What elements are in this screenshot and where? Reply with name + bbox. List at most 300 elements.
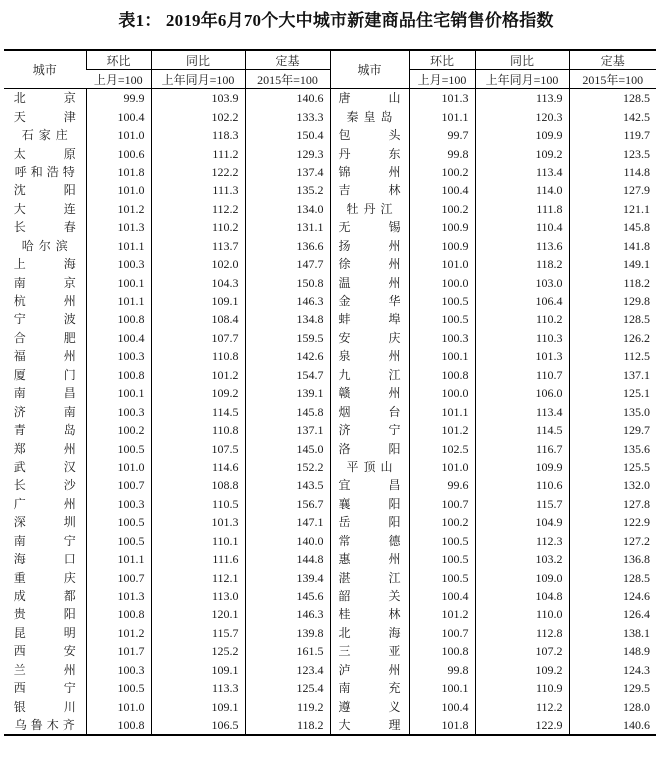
- city-name: 常德: [338, 533, 401, 548]
- city-cell-left: [4, 661, 86, 679]
- hb-value-right: 100.5: [409, 568, 475, 586]
- tb-value-left: 106.5: [151, 716, 245, 735]
- hb-value-left: 101.1: [86, 550, 151, 568]
- tb-value-left: 111.6: [151, 550, 245, 568]
- city-name: 金华: [338, 294, 401, 309]
- city-cell-right: [330, 458, 409, 476]
- dj-value-right: 128.0: [569, 697, 656, 715]
- city-name: 呼和浩特: [14, 164, 75, 179]
- dj-value-right: 135.0: [569, 402, 656, 420]
- city-cell-left: [4, 495, 86, 513]
- table-row: [4, 144, 656, 162]
- hb-value-right: 101.2: [409, 605, 475, 623]
- city-name: 杭州: [13, 294, 76, 309]
- city-cell-left: [4, 163, 86, 181]
- city-cell-left: [4, 292, 86, 310]
- dj-value-left: 139.8: [245, 624, 330, 642]
- hb-value-left: 100.1: [86, 384, 151, 402]
- city-name: 襄阳: [338, 496, 401, 511]
- dj-value-left: 140.6: [245, 89, 330, 108]
- table-row: [4, 716, 656, 735]
- city-name: 惠州: [338, 552, 401, 567]
- city-name: 徐州: [338, 257, 401, 272]
- dj-value-right: 126.4: [569, 605, 656, 623]
- dj-value-left: 135.2: [245, 181, 330, 199]
- table-header: [4, 50, 656, 89]
- tb-value-right: 103.2: [475, 550, 569, 568]
- dj-value-left: 142.6: [245, 347, 330, 365]
- city-name: 三亚: [338, 644, 401, 659]
- city-cell-left: [4, 605, 86, 623]
- tb-value-left: 111.2: [151, 144, 245, 162]
- city-name: 北海: [338, 625, 401, 640]
- city-name: 西宁: [13, 681, 76, 696]
- city-cell-right: [330, 421, 409, 439]
- city-cell-left: [4, 107, 86, 125]
- tb-value-right: 112.3: [475, 532, 569, 550]
- city-name: 北京: [13, 91, 76, 106]
- city-name: 九江: [338, 367, 401, 382]
- header-tb-base-left: 上年同月=100: [151, 70, 245, 89]
- dj-value-left: 145.8: [245, 402, 330, 420]
- city-cell-left: [4, 366, 86, 384]
- hb-value-right: 100.0: [409, 384, 475, 402]
- city-name: 韶关: [338, 589, 401, 604]
- city-name: 南宁: [13, 533, 76, 548]
- table-row: [4, 421, 656, 439]
- hb-value-right: 99.8: [409, 144, 475, 162]
- city-name: 南昌: [13, 386, 76, 401]
- tb-value-left: 109.1: [151, 697, 245, 715]
- hb-value-left: 100.5: [86, 439, 151, 457]
- table-row: [4, 624, 656, 642]
- dj-value-right: 112.5: [569, 347, 656, 365]
- hb-value-left: 100.3: [86, 495, 151, 513]
- dj-value-right: 129.7: [569, 421, 656, 439]
- dj-value-right: 127.2: [569, 532, 656, 550]
- tb-value-right: 106.4: [475, 292, 569, 310]
- city-name: 牡丹江: [346, 201, 393, 216]
- header-hb-right: 环比: [409, 50, 475, 70]
- table-row: [4, 550, 656, 568]
- dj-value-left: 134.0: [245, 200, 330, 218]
- hb-value-left: 100.7: [86, 476, 151, 494]
- city-name: 昆明: [13, 625, 76, 640]
- tb-value-left: 107.5: [151, 439, 245, 457]
- tb-value-right: 112.8: [475, 624, 569, 642]
- table-row: [4, 495, 656, 513]
- city-cell-right: [330, 218, 409, 236]
- tb-value-right: 110.4: [475, 218, 569, 236]
- hb-value-right: 100.9: [409, 218, 475, 236]
- city-name: 大理: [338, 718, 401, 733]
- tb-value-left: 102.2: [151, 107, 245, 125]
- hb-value-left: 101.1: [86, 237, 151, 255]
- hb-value-left: 100.1: [86, 273, 151, 291]
- city-cell-right: [330, 642, 409, 660]
- hb-value-left: 100.8: [86, 716, 151, 735]
- dj-value-right: 118.2: [569, 273, 656, 291]
- city-cell-right: [330, 532, 409, 550]
- dj-value-left: 145.0: [245, 439, 330, 457]
- city-name: 洛阳: [338, 441, 401, 456]
- tb-value-left: 108.4: [151, 310, 245, 328]
- price-index-table: [4, 49, 656, 736]
- city-name: 平顶山: [346, 459, 393, 474]
- hb-value-left: 100.3: [86, 255, 151, 273]
- city-name: 济宁: [338, 423, 401, 438]
- city-cell-right: [330, 587, 409, 605]
- tb-value-left: 109.1: [151, 661, 245, 679]
- dj-value-left: 131.1: [245, 218, 330, 236]
- table-row: [4, 568, 656, 586]
- tb-value-right: 110.6: [475, 476, 569, 494]
- tb-value-right: 114.5: [475, 421, 569, 439]
- hb-value-right: 100.1: [409, 347, 475, 365]
- tb-value-left: 111.3: [151, 181, 245, 199]
- tb-value-right: 113.4: [475, 402, 569, 420]
- city-cell-left: [4, 568, 86, 586]
- dj-value-right: 129.5: [569, 679, 656, 697]
- hb-value-right: 99.6: [409, 476, 475, 494]
- header-city-right: 城市: [330, 50, 409, 89]
- hb-value-right: 100.1: [409, 679, 475, 697]
- hb-value-right: 100.3: [409, 329, 475, 347]
- table-row: [4, 402, 656, 420]
- hb-value-right: 100.8: [409, 366, 475, 384]
- hb-value-left: 100.7: [86, 568, 151, 586]
- city-cell-right: [330, 661, 409, 679]
- dj-value-right: 141.8: [569, 237, 656, 255]
- hb-value-left: 101.1: [86, 292, 151, 310]
- tb-value-right: 110.0: [475, 605, 569, 623]
- city-name: 包头: [338, 128, 401, 143]
- city-cell-right: [330, 200, 409, 218]
- city-name: 天津: [13, 109, 76, 124]
- tb-value-right: 104.9: [475, 513, 569, 531]
- dj-value-left: 139.1: [245, 384, 330, 402]
- dj-value-right: 145.8: [569, 218, 656, 236]
- city-cell-left: [4, 513, 86, 531]
- tb-value-right: 113.9: [475, 89, 569, 108]
- city-name: 太原: [13, 146, 76, 161]
- city-cell-right: [330, 402, 409, 420]
- table-row: [4, 384, 656, 402]
- hb-value-left: 100.8: [86, 366, 151, 384]
- header-city-left: 城市: [4, 50, 86, 89]
- dj-value-left: 161.5: [245, 642, 330, 660]
- city-cell-right: [330, 697, 409, 715]
- city-cell-right: [330, 273, 409, 291]
- dj-value-left: 143.5: [245, 476, 330, 494]
- hb-value-left: 101.0: [86, 697, 151, 715]
- city-name: 长沙: [13, 478, 76, 493]
- table-row: [4, 366, 656, 384]
- city-name: 泉州: [338, 349, 401, 364]
- city-name: 石家庄: [21, 128, 68, 143]
- dj-value-left: 118.2: [245, 716, 330, 735]
- dj-value-right: 123.5: [569, 144, 656, 162]
- city-cell-left: [4, 200, 86, 218]
- tb-value-left: 104.3: [151, 273, 245, 291]
- city-name: 青岛: [13, 423, 76, 438]
- tb-value-left: 113.7: [151, 237, 245, 255]
- city-name: 厦门: [13, 367, 76, 382]
- hb-value-left: 100.4: [86, 329, 151, 347]
- city-cell-right: [330, 237, 409, 255]
- dj-value-right: 128.5: [569, 310, 656, 328]
- table-row: [4, 661, 656, 679]
- city-cell-left: [4, 532, 86, 550]
- tb-value-left: 101.2: [151, 366, 245, 384]
- city-name: 温州: [338, 275, 401, 290]
- city-name: 兰州: [13, 662, 76, 677]
- city-cell-right: [330, 255, 409, 273]
- tb-value-left: 107.7: [151, 329, 245, 347]
- city-cell-left: [4, 476, 86, 494]
- table-row: [4, 347, 656, 365]
- hb-value-right: 100.5: [409, 310, 475, 328]
- dj-value-right: 124.3: [569, 661, 656, 679]
- city-name: 福州: [13, 349, 76, 364]
- city-cell-left: [4, 89, 86, 108]
- dj-value-right: 136.8: [569, 550, 656, 568]
- city-name: 济南: [13, 404, 76, 419]
- tb-value-right: 109.9: [475, 458, 569, 476]
- dj-value-right: 132.0: [569, 476, 656, 494]
- table-row: [4, 587, 656, 605]
- dj-value-left: 145.6: [245, 587, 330, 605]
- tb-value-right: 110.9: [475, 679, 569, 697]
- hb-value-right: 101.3: [409, 89, 475, 108]
- city-cell-left: [4, 624, 86, 642]
- city-cell-left: [4, 421, 86, 439]
- tb-value-right: 116.7: [475, 439, 569, 457]
- dj-value-right: 119.7: [569, 126, 656, 144]
- city-cell-left: [4, 550, 86, 568]
- city-cell-right: [330, 568, 409, 586]
- table-row: [4, 476, 656, 494]
- city-cell-left: [4, 310, 86, 328]
- dj-value-left: 134.8: [245, 310, 330, 328]
- hb-value-left: 101.3: [86, 218, 151, 236]
- hb-value-left: 101.7: [86, 642, 151, 660]
- hb-value-right: 100.5: [409, 292, 475, 310]
- city-cell-left: [4, 347, 86, 365]
- tb-value-right: 103.0: [475, 273, 569, 291]
- dj-value-right: 127.9: [569, 181, 656, 199]
- tb-value-left: 103.9: [151, 89, 245, 108]
- city-cell-right: [330, 495, 409, 513]
- dj-value-left: 129.3: [245, 144, 330, 162]
- dj-value-left: 137.1: [245, 421, 330, 439]
- hb-value-right: 101.2: [409, 421, 475, 439]
- header-tb-base-right: 上年同月=100: [475, 70, 569, 89]
- hb-value-left: 100.5: [86, 679, 151, 697]
- hb-value-left: 101.2: [86, 200, 151, 218]
- hb-value-right: 100.4: [409, 587, 475, 605]
- dj-value-right: 149.1: [569, 255, 656, 273]
- city-cell-left: [4, 144, 86, 162]
- hb-value-right: 100.2: [409, 513, 475, 531]
- tb-value-left: 118.3: [151, 126, 245, 144]
- city-cell-right: [330, 181, 409, 199]
- city-name: 乌鲁木齐: [14, 718, 75, 733]
- dj-value-right: 137.1: [569, 366, 656, 384]
- dj-value-right: 124.6: [569, 587, 656, 605]
- tb-value-left: 110.5: [151, 495, 245, 513]
- tb-value-right: 120.3: [475, 107, 569, 125]
- hb-value-right: 101.1: [409, 107, 475, 125]
- city-cell-left: [4, 402, 86, 420]
- tb-value-right: 113.4: [475, 163, 569, 181]
- city-cell-right: [330, 107, 409, 125]
- tb-value-left: 113.3: [151, 679, 245, 697]
- hb-value-left: 100.4: [86, 107, 151, 125]
- hb-value-left: 101.8: [86, 163, 151, 181]
- table-row: [4, 642, 656, 660]
- city-cell-left: [4, 181, 86, 199]
- city-cell-left: [4, 273, 86, 291]
- tb-value-right: 115.7: [475, 495, 569, 513]
- city-name: 岳阳: [338, 515, 401, 530]
- city-cell-left: [4, 439, 86, 457]
- tb-value-right: 110.2: [475, 310, 569, 328]
- city-cell-left: [4, 218, 86, 236]
- city-name: 大连: [13, 201, 76, 216]
- table-row: [4, 107, 656, 125]
- city-name: 成都: [13, 589, 76, 604]
- city-name: 烟台: [338, 404, 401, 419]
- tb-value-right: 110.3: [475, 329, 569, 347]
- dj-value-right: 122.9: [569, 513, 656, 531]
- tb-value-left: 102.0: [151, 255, 245, 273]
- city-cell-right: [330, 144, 409, 162]
- table-body: [4, 89, 656, 736]
- dj-value-right: 126.2: [569, 329, 656, 347]
- table-row: [4, 532, 656, 550]
- city-name: 深圳: [13, 515, 76, 530]
- city-cell-right: [330, 439, 409, 457]
- dj-value-left: 154.7: [245, 366, 330, 384]
- city-cell-left: [4, 716, 86, 735]
- dj-value-right: 114.8: [569, 163, 656, 181]
- city-name: 银川: [13, 699, 76, 714]
- tb-value-left: 110.2: [151, 218, 245, 236]
- hb-value-right: 101.0: [409, 458, 475, 476]
- city-name: 蚌埠: [338, 312, 401, 327]
- tb-value-right: 112.2: [475, 697, 569, 715]
- hb-value-right: 100.5: [409, 550, 475, 568]
- table-row: [4, 255, 656, 273]
- table-row: [4, 439, 656, 457]
- dj-value-left: 152.2: [245, 458, 330, 476]
- city-cell-right: [330, 329, 409, 347]
- city-cell-left: [4, 679, 86, 697]
- hb-value-right: 101.8: [409, 716, 475, 735]
- city-cell-right: [330, 476, 409, 494]
- tb-value-left: 122.2: [151, 163, 245, 181]
- tb-value-left: 109.2: [151, 384, 245, 402]
- tb-value-right: 122.9: [475, 716, 569, 735]
- table-row: [4, 200, 656, 218]
- city-name: 秦皇岛: [346, 109, 393, 124]
- hb-value-right: 100.9: [409, 237, 475, 255]
- city-name: 长春: [13, 220, 76, 235]
- hb-value-right: 102.5: [409, 439, 475, 457]
- table-row: [4, 273, 656, 291]
- city-name: 上海: [13, 257, 76, 272]
- tb-value-left: 101.3: [151, 513, 245, 531]
- header-tb-left: 同比: [151, 50, 245, 70]
- city-cell-right: [330, 605, 409, 623]
- dj-value-left: 150.4: [245, 126, 330, 144]
- tb-value-left: 120.1: [151, 605, 245, 623]
- tb-value-right: 111.8: [475, 200, 569, 218]
- hb-value-left: 100.5: [86, 532, 151, 550]
- tb-value-right: 109.0: [475, 568, 569, 586]
- city-cell-right: [330, 384, 409, 402]
- dj-value-left: 156.7: [245, 495, 330, 513]
- city-cell-right: [330, 126, 409, 144]
- city-cell-left: [4, 458, 86, 476]
- dj-value-left: 133.3: [245, 107, 330, 125]
- header-tb-right: 同比: [475, 50, 569, 70]
- table-row: [4, 218, 656, 236]
- hb-value-left: 100.3: [86, 402, 151, 420]
- dj-value-right: 128.5: [569, 568, 656, 586]
- table-row: [4, 513, 656, 531]
- dj-value-right: 128.5: [569, 89, 656, 108]
- city-cell-left: [4, 255, 86, 273]
- table-row: [4, 697, 656, 715]
- tb-value-left: 112.1: [151, 568, 245, 586]
- table-row: [4, 679, 656, 697]
- tb-value-left: 112.2: [151, 200, 245, 218]
- city-name: 哈尔滨: [21, 238, 68, 253]
- table-title: 表1： 2019年6月70个大中城市新建商品住宅销售价格指数: [118, 11, 554, 30]
- tb-value-right: 118.2: [475, 255, 569, 273]
- header-dj-base-left: 2015年=100: [245, 70, 330, 89]
- dj-value-right: 125.5: [569, 458, 656, 476]
- city-cell-right: [330, 366, 409, 384]
- hb-value-left: 100.5: [86, 513, 151, 531]
- hb-value-left: 101.2: [86, 624, 151, 642]
- city-cell-left: [4, 126, 86, 144]
- table-row: [4, 458, 656, 476]
- table-row: [4, 605, 656, 623]
- dj-value-right: 125.1: [569, 384, 656, 402]
- city-name: 扬州: [338, 238, 401, 253]
- city-name: 丹东: [338, 146, 401, 161]
- table-row: [4, 89, 656, 108]
- tb-value-right: 101.3: [475, 347, 569, 365]
- hb-value-right: 100.4: [409, 697, 475, 715]
- hb-value-right: 100.2: [409, 200, 475, 218]
- city-name: 泸州: [338, 662, 401, 677]
- city-name: 南京: [13, 275, 76, 290]
- tb-value-left: 114.6: [151, 458, 245, 476]
- header-hb-base-left: 上月=100: [86, 70, 151, 89]
- city-cell-right: [330, 679, 409, 697]
- city-name: 湛江: [338, 570, 401, 585]
- tb-value-right: 104.8: [475, 587, 569, 605]
- hb-value-left: 100.8: [86, 310, 151, 328]
- hb-value-left: 100.3: [86, 661, 151, 679]
- dj-value-left: 144.8: [245, 550, 330, 568]
- dj-value-right: 121.1: [569, 200, 656, 218]
- tb-value-left: 110.8: [151, 421, 245, 439]
